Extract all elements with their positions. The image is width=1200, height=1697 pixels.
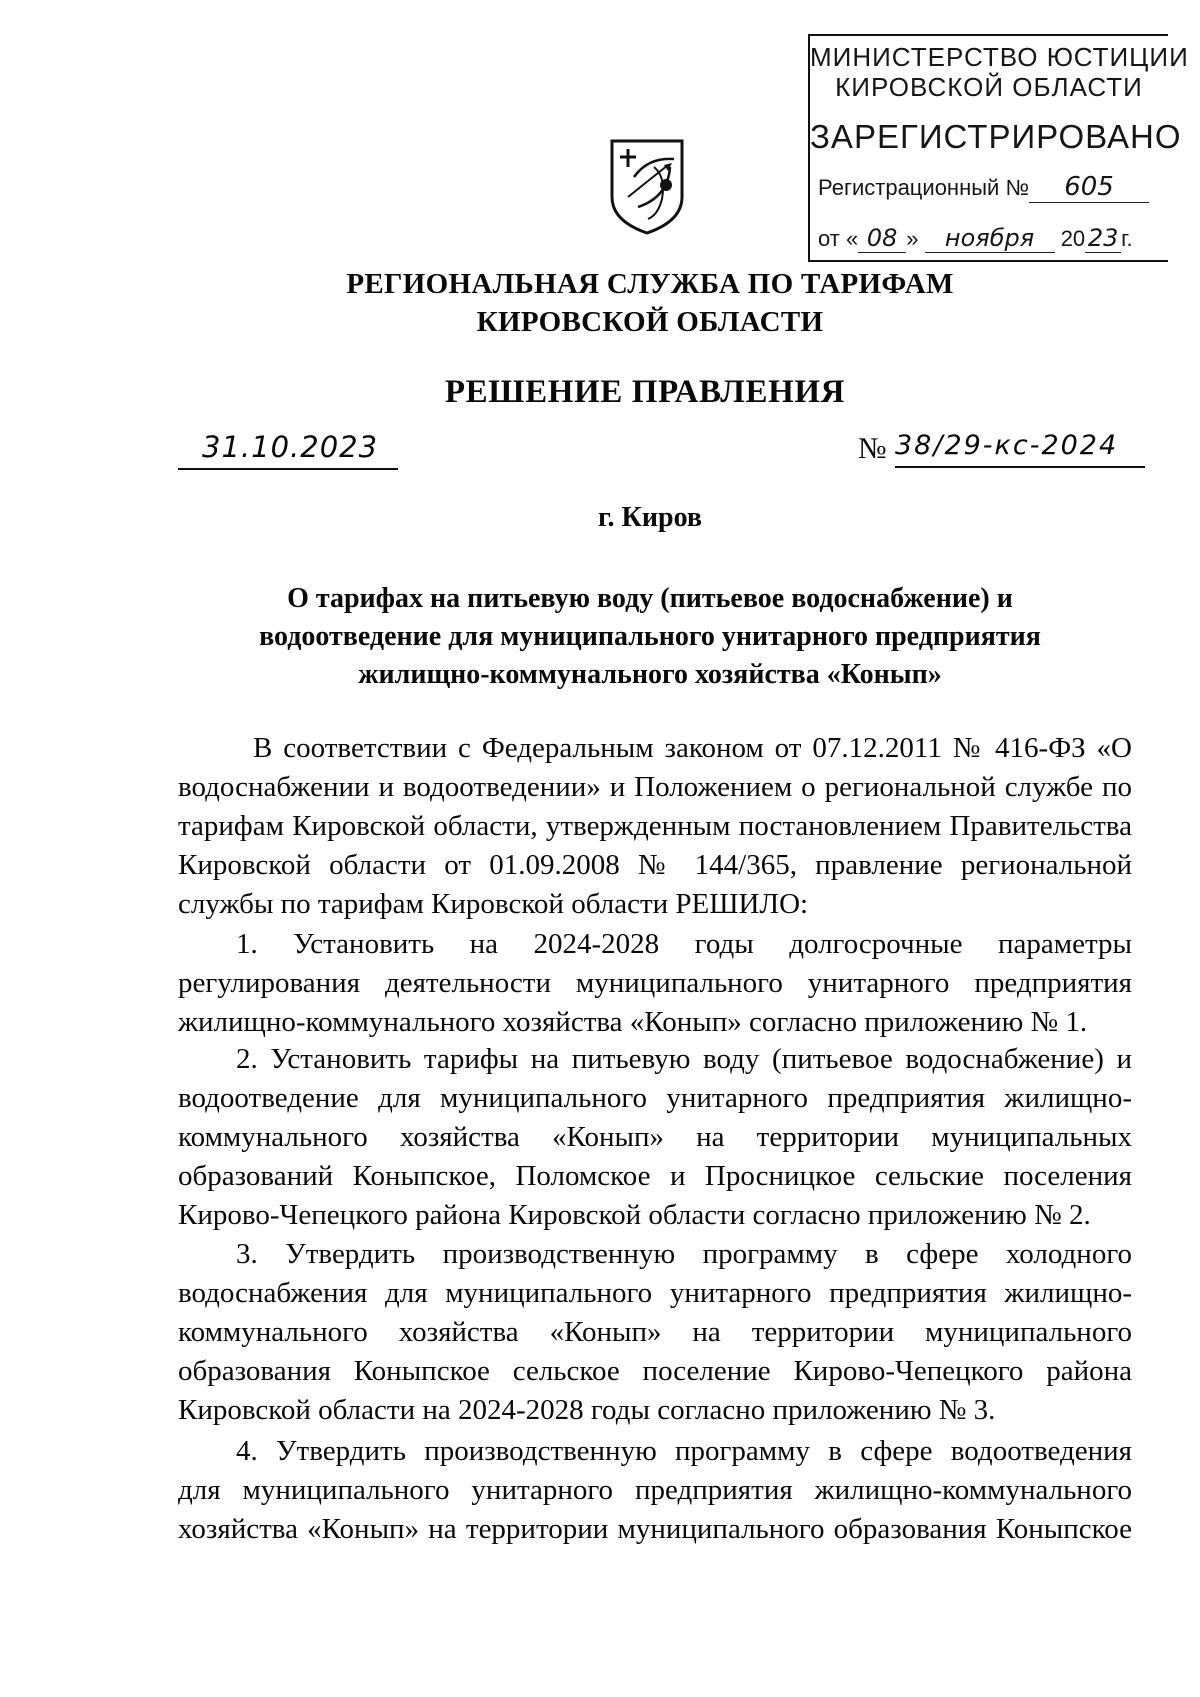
decision-item-4 (178, 1432, 1132, 1549)
decision-number: 38/29-кс-2024 (895, 430, 1145, 468)
stamp-date-suffix: г. (1121, 226, 1133, 251)
registration-stamp (808, 34, 1189, 262)
stamp-registered-line: ЗАРЕГИСТРИРОВАНО (810, 118, 1182, 155)
agency-name-line-2: КИРОВСКОЙ ОБЛАСТИ (476, 306, 824, 338)
body-line: жилищно-коммунального хозяйства «Конып» согласно приложению № 1. (178, 1006, 1088, 1038)
body-line: 3. Утвердить производственную программу в сфере холодного (236, 1238, 1132, 1270)
document-type-title: РЕШЕНИЕ ПРАВЛЕНИЯ (444, 374, 846, 410)
body-line: 2. Установить тарифы на питьевую воду (питьевое водоснабжение) и (236, 1043, 1132, 1075)
body-line: коммунального хозяйства «Конып» на территории муниципальных (178, 1121, 1132, 1153)
stamp-reg-number-row (818, 172, 1168, 203)
body-line: водоснабжения для муниципального унитарного предприятия жилищно- (178, 1277, 1132, 1309)
stamp-date-day: 08 (858, 224, 906, 253)
stamp-reg-number: 605 (1029, 172, 1149, 203)
decision-title (200, 580, 1100, 694)
stamp-date-month: ноября (925, 224, 1055, 253)
body-line: службы по тарифам Кировской области РЕШИЛО: (178, 888, 809, 920)
body-line: Кировской области на 2024-2028 годы согласно приложению № 3. (178, 1394, 996, 1426)
stamp-date-row (818, 224, 1168, 253)
stamp-date-prefix: от « (818, 226, 859, 251)
body-line: образований Коныпское, Поломское и Просницкое сельские поселения (178, 1160, 1132, 1192)
number-sign: № (858, 432, 887, 465)
body-line: водоотведение для муниципального унитарного предприятия жилищно- (178, 1082, 1132, 1114)
decision-item-3 (178, 1235, 1132, 1430)
decision-date-field (178, 428, 398, 470)
body-line: Кирово-Чепецкого района Кировской области согласно приложению № 2. (178, 1199, 1091, 1231)
body-line: В соответствии с Федеральным законом от 07.12.2011 № 416-ФЗ «О (253, 732, 1132, 764)
body-line: Кировской области от 01.09.2008 № 144/365, правление региональной (178, 849, 1132, 881)
decision-item-2 (178, 1040, 1132, 1235)
body-line: 1. Установить на 2024-2028 годы долгосрочные параметры (236, 928, 1132, 960)
city-name: г. Киров (598, 502, 702, 533)
body-line: водоснабжении и водоотведении» и Положением о региональной службе по (178, 771, 1132, 803)
body-line: образования Коныпское сельское поселение Кирово-Чепецкого района (178, 1355, 1132, 1387)
coat-of-arms-emblem (608, 137, 686, 235)
stamp-ministry-line: МИНИСТЕРСТВО ЮСТИЦИИ (810, 42, 1189, 72)
body-line: коммунального хозяйства «Конып» на территории муниципального (178, 1316, 1132, 1348)
body-line: 4. Утвердить производственную программу в сфере водоотведения (236, 1435, 1132, 1467)
stamp-date-year-prefix: 20 (1060, 226, 1086, 251)
title-line: жилищно-коммунального хозяйства «Конып» (358, 659, 942, 690)
title-line: О тарифах на питьевую воду (питьевое водоснабжение) и (287, 583, 1013, 614)
stamp-date-mid: » (906, 226, 919, 251)
decision-date: 31.10.2023 (202, 430, 379, 464)
body-line: регулирования деятельности муниципального унитарного предприятия (178, 967, 1132, 999)
body-line: хозяйства «Конып» на территории муниципального образования Коныпское (178, 1513, 1132, 1545)
agency-name-line-1: РЕГИОНАЛЬНАЯ СЛУЖБА ПО ТАРИФАМ (346, 268, 954, 300)
stamp-region-line: КИРОВСКОЙ ОБЛАСТИ (835, 72, 1143, 102)
body-line: для муниципального унитарного предприятия жилищно-коммунального (178, 1474, 1132, 1506)
decision-item-1 (178, 925, 1132, 1042)
preamble-paragraph (178, 729, 1132, 924)
stamp-reg-label: Регистрационный № (818, 175, 1030, 200)
stamp-date-year: 23 (1085, 224, 1121, 253)
title-line: водоотведение для муниципального унитарного предприятия (259, 621, 1041, 652)
body-line: тарифам Кировской области, утвержденным постановлением Правительства (178, 810, 1132, 842)
